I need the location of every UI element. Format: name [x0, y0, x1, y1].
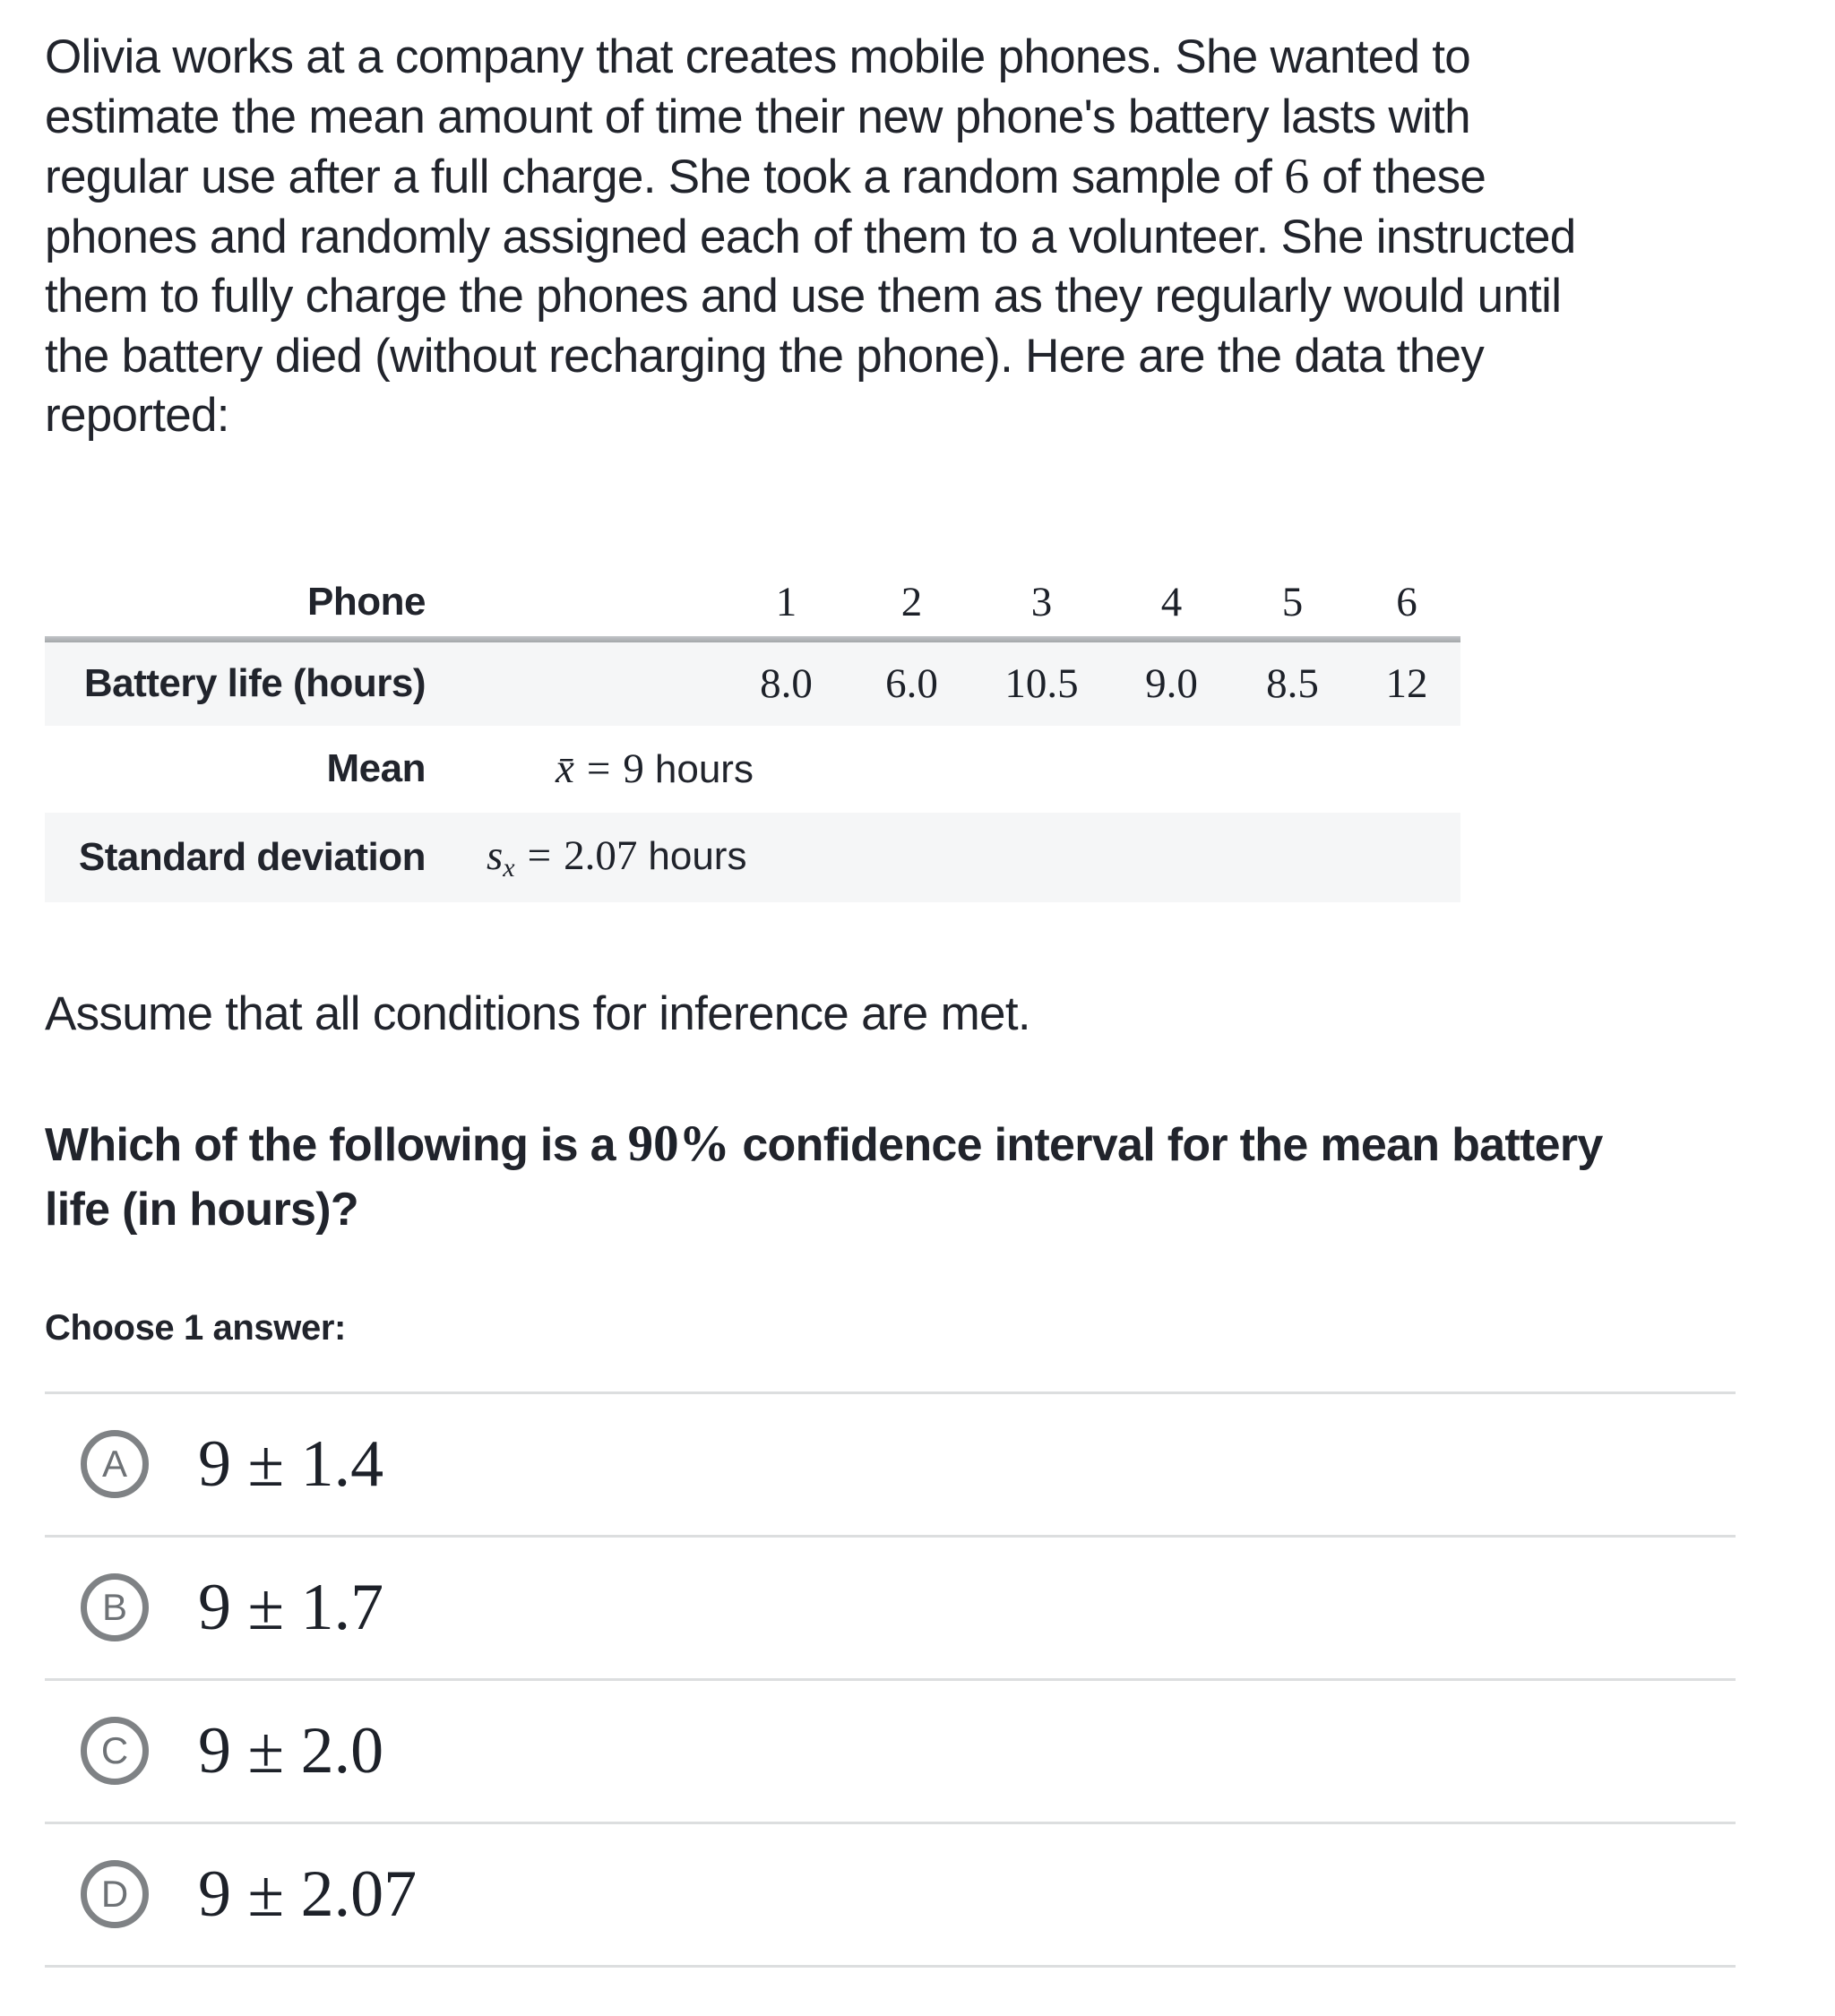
- option-a[interactable]: [45, 1394, 1736, 1535]
- option-d-value: 9 ± 2.07: [198, 1857, 418, 1931]
- question-text: [45, 1112, 1835, 1242]
- sd-subscript: x: [503, 852, 515, 883]
- question-line: [45, 1177, 1835, 1242]
- option-c[interactable]: [45, 1681, 1736, 1822]
- statement-line: [45, 386, 1835, 446]
- mean-unit: hours: [654, 747, 754, 791]
- equals-sign: =: [586, 745, 611, 792]
- option-d[interactable]: [45, 1824, 1736, 1965]
- header-values: [721, 578, 1460, 626]
- option-a-letter: A: [101, 1443, 127, 1485]
- option-a-value: 9 ± 1.4: [198, 1426, 384, 1501]
- battery-value-cell: 12: [1385, 660, 1428, 707]
- phone-number-cell: 2: [900, 578, 923, 625]
- statement-line: [45, 88, 1835, 148]
- row-label-battery-life: Battery life (hours): [83, 661, 426, 705]
- table-header-row: [45, 568, 1460, 636]
- mean-row: [45, 726, 1460, 813]
- choose-answer-label: Choose 1 answer:: [45, 1307, 346, 1348]
- statement-line: [45, 208, 1835, 268]
- statement-text: of these: [1309, 151, 1486, 203]
- statement-text: Olivia works at a company that creates mobile phones. She wanted to: [45, 30, 1471, 83]
- phone-number-cell: 1: [775, 578, 797, 625]
- assumption-note: Assume that all conditions for inference are met.: [45, 986, 1030, 1040]
- data-table: [45, 568, 1460, 902]
- problem-statement: [45, 0, 1835, 446]
- option-d-radio[interactable]: [81, 1860, 149, 1928]
- statement-text: regular use after a full charge. She took a random sample of: [45, 151, 1285, 203]
- option-d-letter: D: [100, 1873, 129, 1915]
- battery-value-cell: 8.5: [1266, 660, 1319, 707]
- phone-number-cell: 6: [1396, 578, 1417, 625]
- statement-line: [45, 267, 1835, 327]
- battery-value-cell: 6.0: [885, 660, 938, 707]
- phone-number-cell: 4: [1160, 578, 1183, 625]
- battery-value-cell: 9.0: [1145, 660, 1198, 707]
- question-line: [45, 1112, 1835, 1177]
- battery-value-cell: 8.0: [760, 660, 813, 707]
- statement-line: [45, 147, 1835, 208]
- statement-text: phones and randomly assigned each of them to a volunteer. She instructed: [45, 210, 1576, 263]
- question-segment: life (in hours)?: [45, 1183, 358, 1236]
- statement-text: estimate the mean amount of time their new phone's battery lasts with: [45, 90, 1470, 143]
- row-label-standard-deviation: Standard deviation: [78, 834, 426, 879]
- table-header-divider: [45, 636, 1460, 642]
- statement-line: [45, 327, 1835, 387]
- standard-deviation-row: [45, 813, 1460, 902]
- option-b[interactable]: [45, 1538, 1736, 1678]
- question-segment: confidence interval for the mean battery: [729, 1118, 1603, 1171]
- phone-number-cell: 3: [1030, 578, 1053, 625]
- statement-text: the battery died (without recharging the phone). Here are the data they: [45, 329, 1485, 383]
- question-segment: Which of the following is a: [45, 1118, 628, 1171]
- inline-math: 90%: [627, 1115, 730, 1172]
- sd-formula: [426, 831, 746, 883]
- column-header-phone: Phone: [307, 579, 426, 624]
- sd-variable: s: [487, 831, 504, 879]
- phone-number-cell: 5: [1281, 578, 1304, 625]
- option-c-value: 9 ± 2.0: [198, 1713, 384, 1788]
- statement-text: reported:: [45, 389, 229, 442]
- option-b-radio[interactable]: [81, 1573, 149, 1641]
- mean-variable: x̄: [556, 745, 574, 792]
- battery-value-cell: 10.5: [1004, 660, 1079, 707]
- sd-value: 2.07: [564, 831, 638, 879]
- inline-math: 6: [1284, 149, 1310, 204]
- row-label-mean: Mean: [326, 746, 426, 790]
- option-b-value: 9 ± 1.7: [198, 1570, 384, 1644]
- battery-life-row: [45, 642, 1460, 726]
- option-divider: [45, 1965, 1736, 1968]
- battery-values: [721, 659, 1460, 708]
- equals-sign: =: [527, 831, 552, 879]
- option-c-letter: C: [100, 1729, 129, 1771]
- statement-line: [45, 28, 1835, 88]
- statement-text: them to fully charge the phones and use them as they regularly would until: [45, 270, 1562, 323]
- mean-value: 9: [623, 745, 644, 792]
- mean-formula: [426, 745, 754, 793]
- answer-options: [45, 1391, 1736, 1968]
- option-b-letter: B: [101, 1586, 127, 1628]
- option-a-radio[interactable]: [81, 1430, 149, 1498]
- sd-unit: hours: [648, 833, 747, 878]
- option-c-radio[interactable]: [81, 1717, 149, 1785]
